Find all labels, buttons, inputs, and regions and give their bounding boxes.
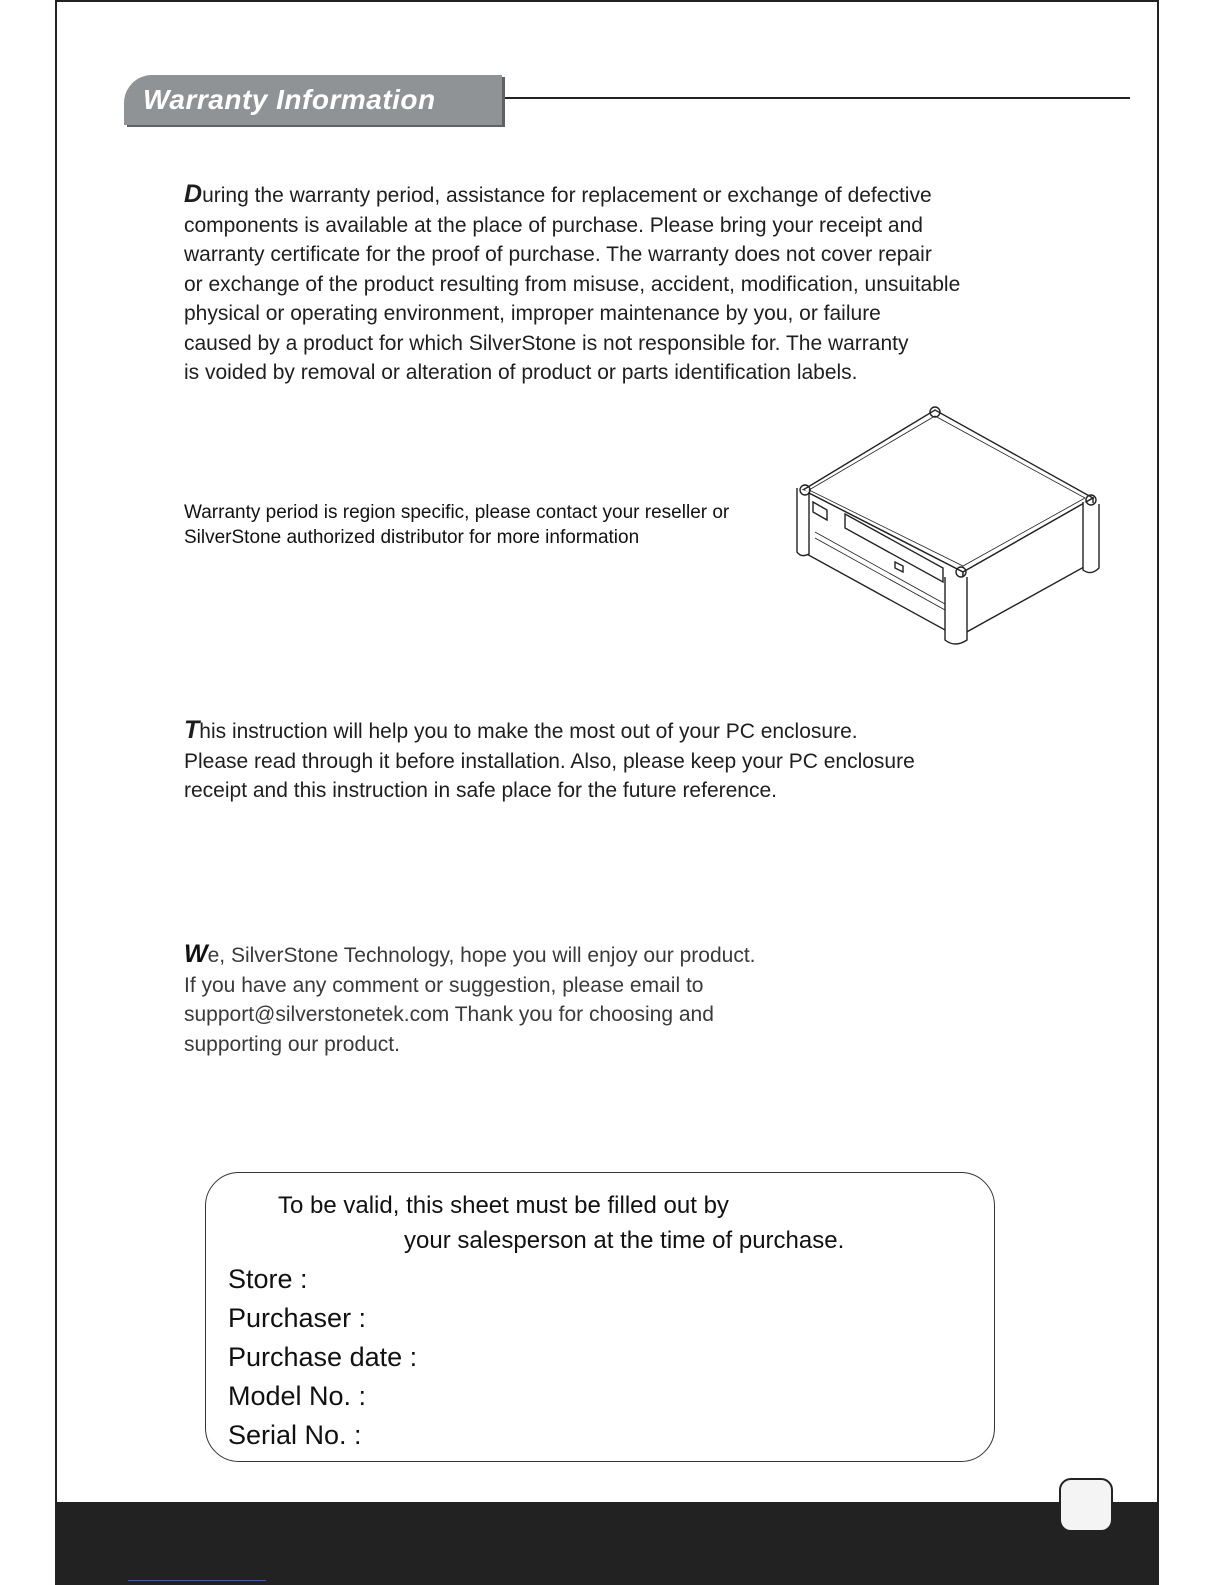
instruction-paragraph bbox=[184, 716, 915, 806]
paragraph-line: supporting our product. bbox=[184, 1032, 400, 1056]
form-field-model-no: Model No. : bbox=[228, 1381, 367, 1411]
thanks-paragraph bbox=[184, 940, 756, 1059]
pc-enclosure-illustration-icon bbox=[795, 402, 1100, 652]
paragraph-line: If you have any comment or suggestion, please email to bbox=[184, 973, 704, 997]
page-frame-top bbox=[55, 0, 1159, 2]
form-field-purchaser: Purchaser : bbox=[228, 1303, 367, 1333]
form-field-serial-no: Serial No. : bbox=[228, 1420, 362, 1450]
paragraph-line: or exchange of the product resulting from misuse, accident, modification, unsuitable bbox=[184, 272, 961, 296]
note-line: SilverStone authorized distributor for more information bbox=[184, 527, 640, 548]
region-note bbox=[184, 500, 729, 550]
form-field-purchase-date: Purchase date : bbox=[228, 1342, 418, 1372]
form-field-store: Store : bbox=[228, 1264, 308, 1294]
paragraph-line: caused by a product for which SilverStone is not responsible for. The warranty bbox=[184, 331, 909, 355]
paragraph-line: components is available at the place of purchase. Please bring your receipt and bbox=[184, 213, 923, 237]
page-number-box bbox=[1059, 1478, 1113, 1532]
page-frame-left bbox=[55, 0, 57, 1520]
footer-bar bbox=[55, 1502, 1159, 1585]
form-heading-line-2: your salesperson at the time of purchase. bbox=[404, 1227, 845, 1254]
page-frame-right bbox=[1157, 0, 1159, 1520]
page-title: Warranty Information bbox=[143, 84, 436, 115]
warranty-paragraph bbox=[184, 180, 960, 388]
footer-underline bbox=[128, 1580, 266, 1581]
dropcap: D bbox=[184, 180, 203, 208]
dropcap: W bbox=[184, 940, 208, 968]
paragraph-line: e, SilverStone Technology, hope you will enjoy our product. bbox=[207, 944, 756, 967]
paragraph-line: receipt and this instruction in safe place for the future reference. bbox=[184, 779, 777, 802]
paragraph-line: physical or operating environment, improper maintenance by you, or failure bbox=[184, 302, 881, 325]
dropcap: T bbox=[184, 716, 200, 744]
paragraph-line: is voided by removal or alteration of product or parts identification labels. bbox=[184, 361, 858, 384]
paragraph-line: support@silverstonetek.com Thank you for choosing and bbox=[184, 1003, 714, 1026]
header-rule bbox=[505, 97, 1130, 99]
paragraph-line: uring the warranty period, assistance for replacement or exchange of defective bbox=[202, 184, 932, 207]
form-heading-line-1: To be valid, this sheet must be filled out by bbox=[278, 1192, 729, 1219]
paragraph-line: warranty certificate for the proof of purchase. The warranty does not cover repair bbox=[184, 243, 932, 266]
note-line: Warranty period is region specific, please contact your reseller or bbox=[184, 502, 730, 523]
paragraph-line: his instruction will help you to make the most out of your PC enclosure. bbox=[199, 720, 858, 743]
paragraph-line: Please read through it before installation. Also, please keep your PC enclosure bbox=[184, 749, 915, 773]
